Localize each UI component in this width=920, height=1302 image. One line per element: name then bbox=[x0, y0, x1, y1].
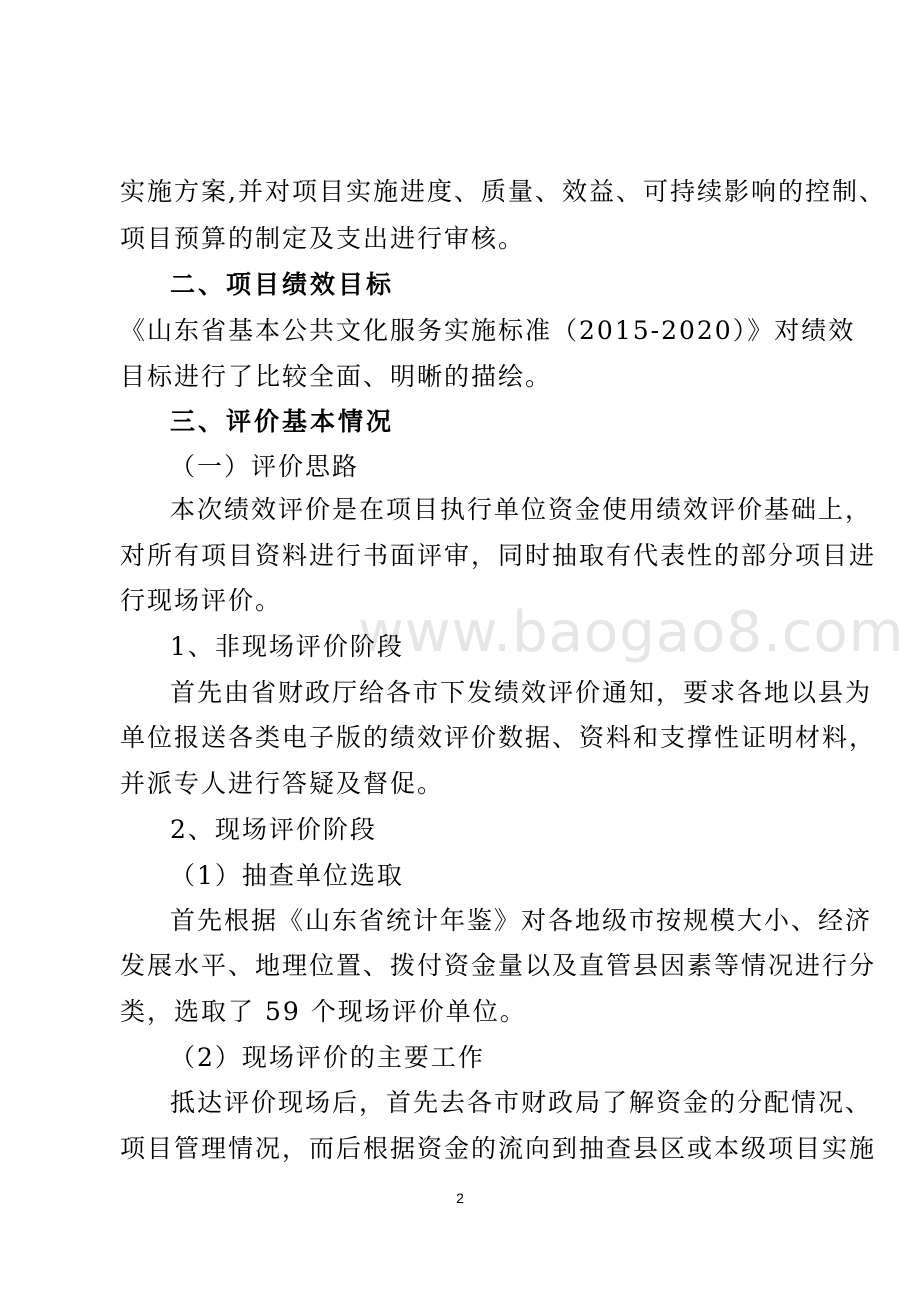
subsection-heading: （一）评价思路 bbox=[170, 452, 360, 481]
paragraph-line: 目标进行了比较全面、明晰的描绘。 bbox=[120, 362, 553, 391]
section-heading: 三、评价基本情况 bbox=[170, 407, 395, 436]
page-number: 2 bbox=[456, 1190, 464, 1206]
paragraph-line: 行现场评价。 bbox=[120, 586, 283, 615]
paragraph-line: 类，选取了 59 个现场评价单位。 bbox=[120, 997, 527, 1026]
paragraph-line: 发展水平、地理位置、拨付资金量以及直管县因素等情况进行分 bbox=[120, 951, 877, 980]
paragraph-line: 对所有项目资料进行书面评审，同时抽取有代表性的部分项目进 bbox=[120, 541, 877, 570]
paragraph-line: 首先根据《山东省统计年鉴》对各地级市按规模大小、经济 bbox=[170, 906, 873, 935]
subsection-heading: （1）抽查单位选取 bbox=[170, 861, 404, 890]
paragraph-line: 本次绩效评价是在项目执行单位资金使用绩效评价基础上， bbox=[170, 495, 873, 524]
subsection-heading: 1、非现场评价阶段 bbox=[170, 632, 404, 661]
paragraph-line: 项目管理情况，而后根据资金的流向到抽查县区或本级项目实施 bbox=[120, 1134, 877, 1163]
paragraph-line: 抵达评价现场后，首先去各市财政局了解资金的分配情况、 bbox=[170, 1088, 873, 1117]
subsection-heading: 2、现场评价阶段 bbox=[170, 815, 377, 844]
paragraph-line: 首先由省财政厅给各市下发绩效评价通知，要求各地以县为 bbox=[170, 678, 873, 707]
paragraph-line: 项目预算的制定及支出进行审核。 bbox=[120, 224, 526, 253]
paragraph-line: 并派专人进行答疑及督促。 bbox=[120, 769, 445, 798]
watermark: www.baogao8.com bbox=[358, 600, 905, 665]
subsection-heading: （2）现场评价的主要工作 bbox=[170, 1043, 485, 1072]
paragraph-line: 实施方案,并对项目实施进度、质量、效益、可持续影响的控制、 bbox=[120, 177, 886, 206]
section-heading: 二、项目绩效目标 bbox=[170, 270, 395, 299]
paragraph-line: 《山东省基本公共文化服务实施标准（2015-2020）》对绩效 bbox=[120, 316, 856, 345]
paragraph-line: 单位报送各类电子版的绩效评价数据、资料和支撑性证明材料， bbox=[120, 723, 877, 752]
